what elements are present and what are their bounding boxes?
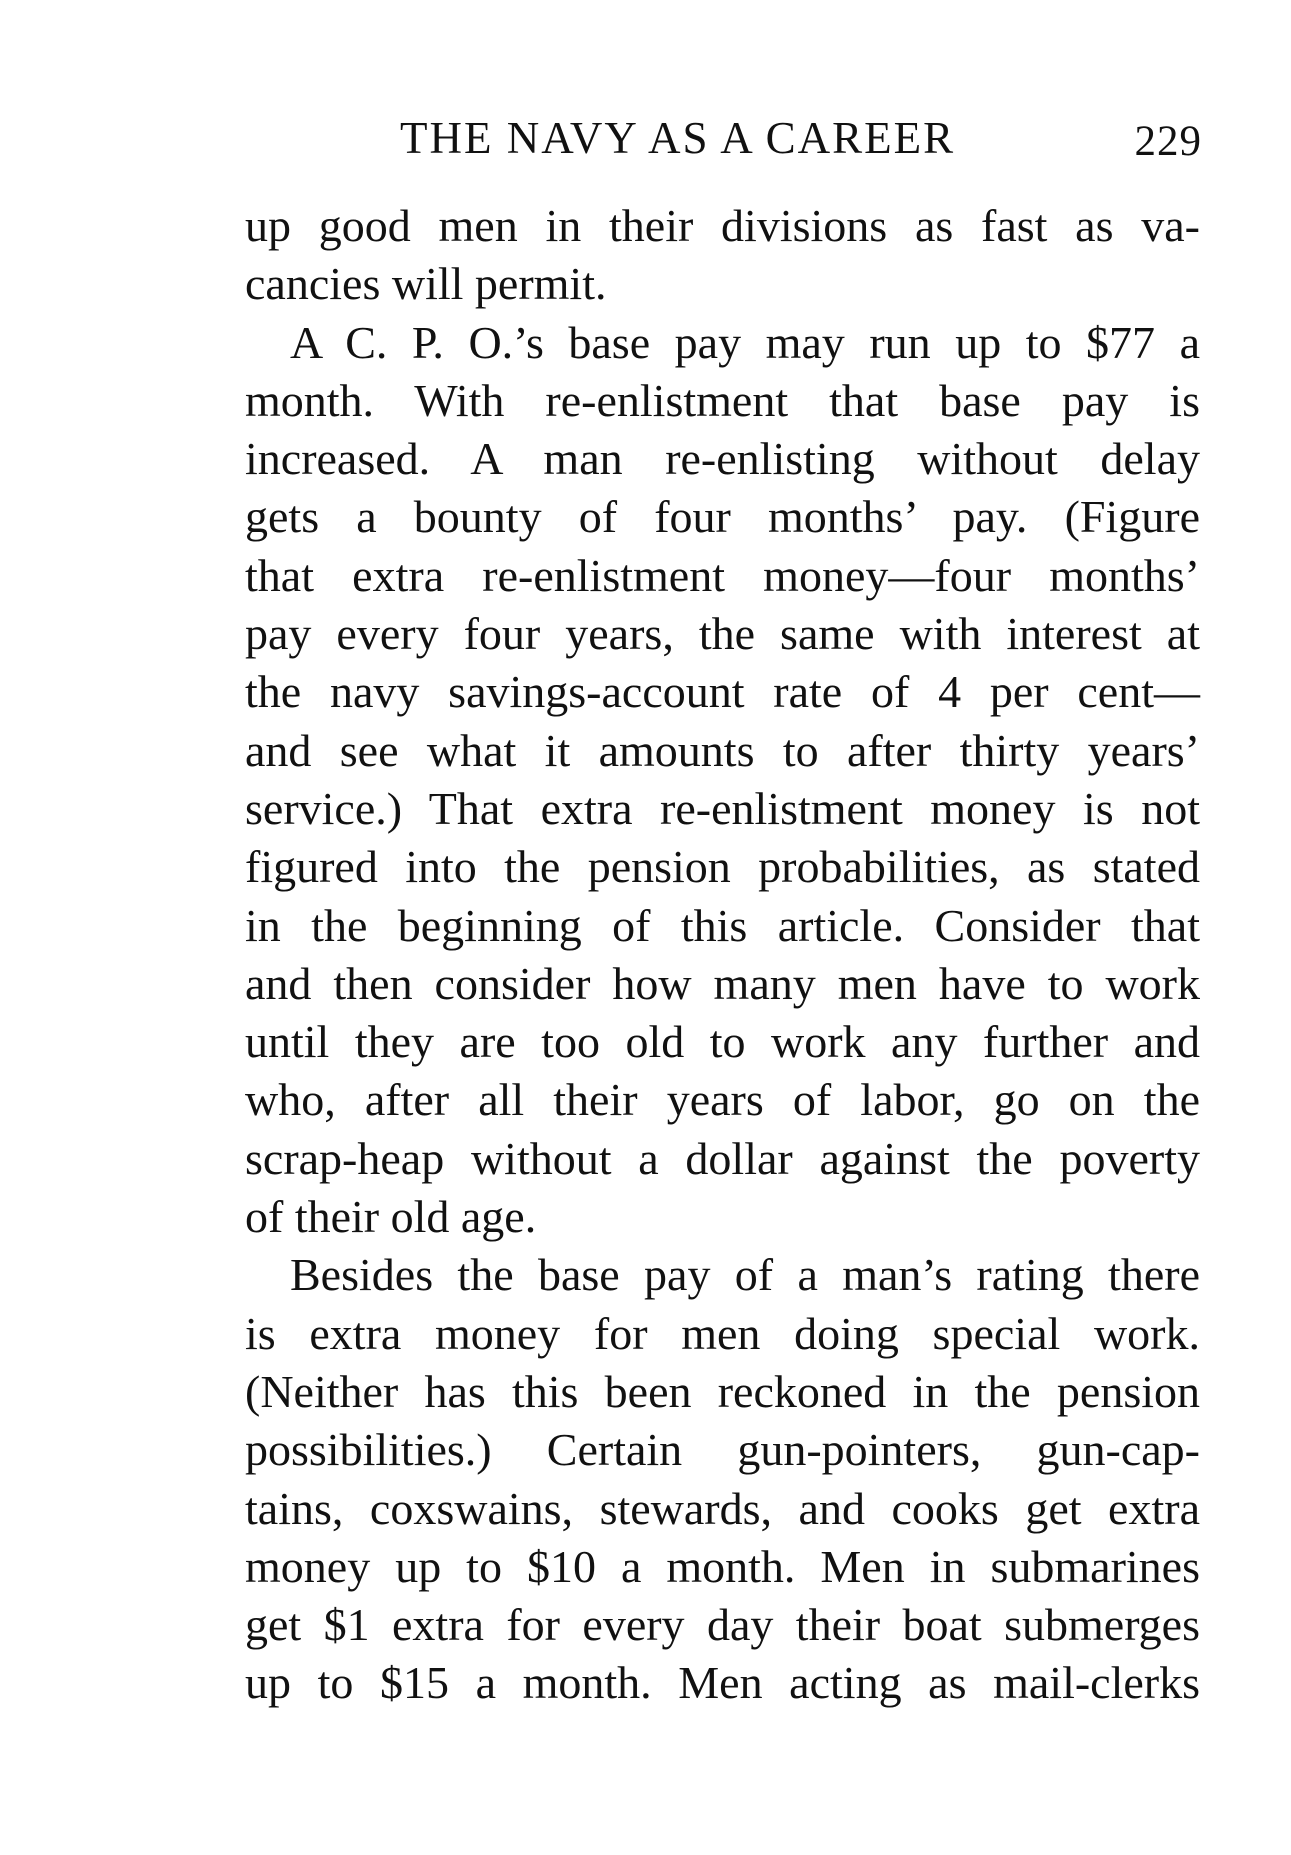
text-line: of their old age. [245,1191,537,1243]
text-line: that extra re-enlistment money—four months’ [245,549,1200,601]
text-line: up to $15 a month. Men acting as mail-clerks [245,1657,1200,1709]
text-line: who, after all their years of labor, go on the [245,1074,1200,1126]
text-line: and see what it amounts to after thirty years’ [245,724,1200,776]
text-line: increased. A man re-enlisting without delay [245,433,1200,485]
text-line: scrap-heap without a dollar against the poverty [245,1132,1200,1184]
paragraph [245,314,1200,1247]
text-line: until they are too old to work any further and [245,1016,1200,1068]
page-number: 229 [1134,118,1202,165]
text-line: cancies will permit. [245,258,607,310]
text-line: A C. P. O.’s base pay may run up to $77 a [290,316,1200,368]
text-line: (Neither has this been reckoned in the pension [245,1365,1200,1417]
text-line: in the beginning of this article. Consider that [245,899,1200,951]
text-line: Besides the base pay of a man’s rating there [290,1249,1200,1301]
body-text [245,197,1200,1713]
text-line: and then consider how many men have to work [245,957,1200,1009]
text-line: figured into the pension probabilities, as stated [245,841,1200,893]
running-head [400,108,1220,168]
paragraph [245,197,1200,314]
text-line: is extra money for men doing special work. [245,1307,1200,1359]
paragraph [245,1246,1200,1712]
text-line: possibilities.) Certain gun-pointers, gun-cap- [245,1424,1200,1476]
text-line: service.) That extra re-enlistment money is not [245,782,1200,834]
text-line: pay every four years, the same with interest at [245,608,1200,660]
text-line: gets a bounty of four months’ pay. (Figure [245,491,1200,543]
text-line: up good men in their divisions as fast as va- [245,200,1200,251]
text-line: month. With re-enlistment that base pay is [245,374,1200,426]
running-title: THE NAVY AS A CAREER [400,113,956,163]
text-line: the navy savings-account rate of 4 per cent— [245,666,1200,718]
text-line: tains, coxswains, stewards, and cooks get extra [245,1482,1200,1534]
text-line: money up to $10 a month. Men in submarines [245,1540,1200,1592]
text-line: get $1 extra for every day their boat submerges [245,1599,1200,1651]
